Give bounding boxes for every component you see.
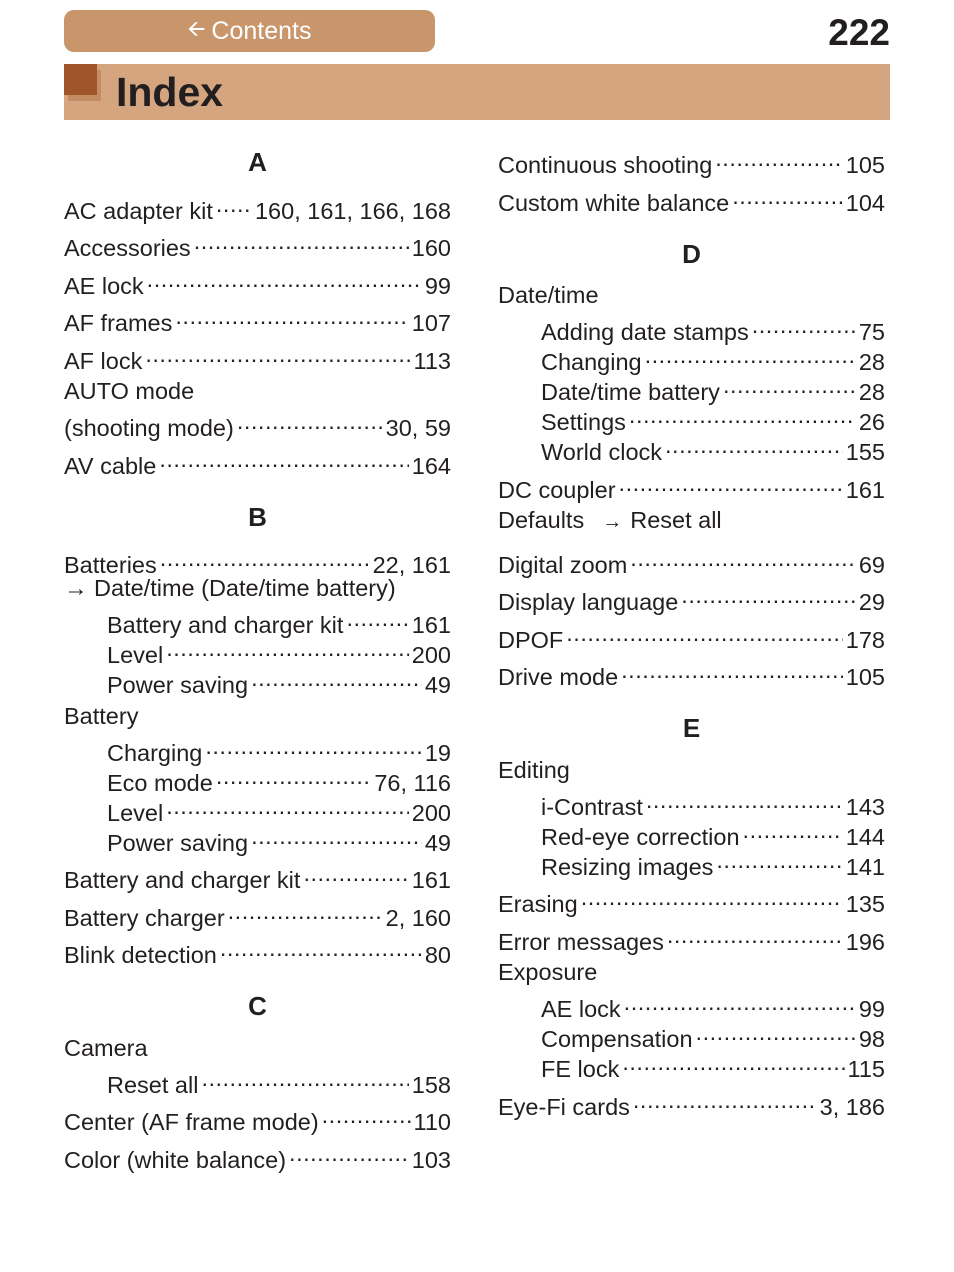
page-reference[interactable]: 80 (424, 942, 451, 968)
index-entry (64, 444, 451, 479)
index-entry (498, 543, 885, 578)
page-reference[interactable]: 143 (845, 793, 885, 820)
dot-leader (175, 301, 408, 331)
dot-leader (624, 987, 856, 1017)
section-heading: A (248, 147, 267, 177)
index-entry (64, 1100, 451, 1135)
index-term: DC coupler (498, 476, 616, 503)
index-entry (64, 1138, 451, 1173)
page-number: 222 (828, 12, 890, 53)
index-term: Defaults (498, 507, 585, 533)
index-term: Level (107, 799, 164, 826)
index-term: Digital zoom (498, 551, 628, 578)
dot-leader (629, 400, 856, 430)
page-reference[interactable]: 22, 161 (372, 552, 451, 578)
index-term: Red-eye correction (541, 823, 740, 850)
index-term: World clock (541, 439, 663, 465)
page-reference[interactable]: 200 (411, 799, 451, 826)
index-term: Drive mode (498, 664, 619, 690)
dot-leader (216, 761, 372, 791)
dot-leader (646, 785, 843, 815)
index-entry (64, 406, 451, 441)
index-term: Power saving (107, 829, 249, 856)
dot-leader (289, 1138, 409, 1168)
index-entry (498, 920, 885, 955)
page-reference[interactable]: 28 (858, 379, 885, 405)
index-term: Charging (107, 739, 203, 766)
page-reference[interactable]: 104 (845, 189, 885, 216)
dot-leader (581, 882, 843, 912)
arrow-left-icon: 🡨 (187, 16, 206, 41)
index-term: Settings (541, 409, 626, 435)
index-term: Date/time battery (541, 379, 720, 405)
page-title: Index (116, 69, 224, 115)
index-entry (498, 618, 885, 653)
index-term: Resizing images (541, 853, 714, 880)
page-reference[interactable]: 135 (845, 891, 885, 917)
index-term: Camera (64, 1034, 148, 1061)
index-entry (498, 143, 885, 178)
index-entry (498, 280, 885, 310)
index-term: AV cable (64, 452, 157, 479)
index-entry (64, 339, 451, 374)
index-term: Continuous shooting (498, 152, 713, 178)
index-term: Reset all (107, 1071, 199, 1098)
contents-label: Contents (211, 16, 312, 45)
dot-leader (667, 920, 843, 950)
page-reference[interactable]: 99 (424, 272, 451, 299)
page-reference[interactable]: 105 (845, 152, 885, 178)
index-term: FE lock (541, 1056, 620, 1082)
page-reference[interactable]: 160 (411, 235, 451, 261)
index-term: Power saving (107, 672, 249, 698)
dot-leader (228, 896, 383, 926)
page-reference[interactable]: 178 (845, 626, 885, 653)
dot-leader (303, 858, 408, 888)
page-reference[interactable]: 19 (424, 739, 451, 766)
index-entry (498, 580, 885, 615)
dot-leader (194, 226, 409, 256)
index-entry (64, 1063, 451, 1098)
index-entry (64, 226, 451, 261)
dot-leader (145, 339, 410, 369)
index-term: Compensation (541, 1026, 693, 1052)
page-reference[interactable]: 113 (413, 347, 451, 374)
dot-leader (723, 370, 856, 400)
dot-leader (622, 1047, 844, 1077)
dot-leader (752, 310, 856, 340)
dot-leader (630, 543, 856, 573)
index-term: Accessories (64, 235, 191, 261)
page-reference[interactable]: 105 (845, 664, 885, 690)
page-reference[interactable]: 29 (858, 589, 885, 615)
arrow-right-icon: → (602, 511, 623, 533)
page-reference[interactable]: 141 (845, 853, 885, 880)
index-term: Blink detection (64, 942, 217, 968)
index-entry (498, 755, 885, 785)
index-term: Eco mode (107, 769, 213, 796)
index-entry (64, 543, 451, 578)
page-reference[interactable]: 161 (411, 612, 451, 638)
dot-leader (716, 845, 842, 875)
index-term: AE lock (541, 996, 621, 1022)
section-heading: C (248, 991, 267, 1021)
index-term: Battery and charger kit (64, 867, 301, 893)
index-entry (498, 785, 885, 820)
index-entry (64, 189, 451, 224)
dot-leader (696, 1017, 856, 1047)
index-term: Battery (64, 702, 139, 729)
dot-leader (645, 340, 856, 370)
dot-leader (251, 821, 422, 851)
page-reference[interactable]: 158 (411, 1071, 451, 1098)
dot-leader (566, 618, 843, 648)
index-entry (64, 573, 451, 603)
index-term: Color (white balance) (64, 1146, 287, 1173)
index-term: Eye-Fi cards (498, 1093, 630, 1120)
dot-leader (322, 1100, 411, 1130)
index-entry (64, 376, 451, 406)
index-term: DPOF (498, 626, 564, 653)
index-entry (498, 310, 885, 345)
index-entry (498, 957, 885, 987)
dot-leader (732, 181, 843, 211)
index-term: i-Contrast (541, 793, 643, 820)
page-reference[interactable]: 144 (845, 823, 885, 850)
index-entry (64, 701, 451, 731)
contents-button[interactable] (64, 10, 435, 52)
page-reference[interactable]: 110 (413, 1109, 451, 1135)
page-reference[interactable]: 3, 186 (819, 1093, 885, 1120)
page-reference[interactable]: 75 (858, 319, 885, 345)
section-heading: B (248, 501, 267, 532)
page-reference[interactable]: 115 (847, 1056, 885, 1082)
page-reference[interactable]: 161 (411, 867, 451, 893)
dot-leader (237, 406, 383, 436)
dot-leader (205, 731, 421, 761)
dot-leader (346, 603, 408, 633)
index-term: Custom white balance (498, 189, 730, 216)
page-reference[interactable]: 49 (424, 829, 451, 856)
index-term: Date/time (498, 282, 599, 308)
page-reference[interactable]: 155 (845, 439, 885, 465)
dot-leader (743, 815, 843, 845)
page-reference[interactable]: 69 (858, 551, 885, 578)
page-reference[interactable]: 98 (858, 1026, 885, 1052)
dot-leader (220, 933, 422, 963)
page-reference[interactable]: 103 (411, 1146, 451, 1173)
index-term: Center (AF frame mode) (64, 1109, 319, 1135)
page-reference[interactable]: 99 (858, 996, 885, 1022)
index-term: Error messages (498, 928, 664, 955)
section-heading: D (682, 238, 701, 269)
index-term: AC adapter kit (64, 197, 213, 224)
dot-leader (160, 543, 370, 573)
page-reference[interactable]: 30, 59 (385, 415, 451, 441)
index-entry (64, 264, 451, 299)
index-term: Batteries (64, 552, 157, 578)
index-term: Changing (541, 349, 642, 375)
page-reference[interactable]: 76, 116 (374, 769, 451, 796)
index-entry (498, 181, 885, 216)
page-reference[interactable]: 49 (424, 672, 451, 698)
page-reference[interactable]: 26 (858, 409, 885, 435)
index-entry (64, 896, 451, 931)
dot-leader (633, 1085, 817, 1115)
page-reference[interactable]: 164 (411, 452, 451, 479)
section-heading: E (682, 713, 701, 743)
dot-leader (201, 1063, 408, 1093)
index-term: Battery and charger kit (107, 612, 344, 638)
index-term: AF lock (64, 347, 143, 374)
index-entry (64, 1033, 451, 1063)
dot-leader (621, 655, 843, 685)
index-column-left (64, 143, 451, 1173)
dot-leader (216, 189, 252, 219)
dot-leader (715, 143, 843, 173)
index-term: Battery charger (64, 904, 225, 931)
index-term: Level (107, 642, 164, 668)
index-term: (shooting mode) (64, 415, 234, 441)
index-entry (498, 655, 885, 690)
index-term: Editing (498, 756, 570, 783)
dot-leader (166, 633, 409, 663)
dot-leader (166, 791, 409, 821)
page-reference[interactable]: 107 (411, 310, 451, 336)
index-term: Erasing (498, 891, 578, 917)
index-term: Display language (498, 589, 679, 615)
index-term: AE lock (64, 272, 144, 299)
page-reference[interactable]: 196 (845, 928, 885, 955)
page-reference[interactable]: 200 (411, 642, 451, 668)
index-entry (64, 731, 451, 766)
page-reference[interactable]: 160, 161, 166, 168 (254, 197, 451, 224)
index-column-right (498, 143, 885, 1120)
index-term: → Date/time (Date/time battery) (64, 575, 396, 601)
index-entry (498, 987, 885, 1022)
index-entry (498, 882, 885, 917)
index-term: AF frames (64, 310, 173, 336)
index-entry (64, 603, 451, 638)
index-entry (498, 1085, 885, 1120)
index-term: Adding date stamps (541, 319, 749, 345)
dot-leader (619, 468, 843, 498)
title-decoration-dark (64, 64, 97, 95)
index-term: AUTO mode (64, 378, 195, 404)
index-entry (64, 858, 451, 893)
index-entry (498, 468, 885, 503)
dot-leader (251, 663, 422, 693)
index-entry (64, 301, 451, 336)
page-reference[interactable]: 2, 160 (385, 904, 451, 931)
index-entry (64, 933, 451, 968)
index-entry (498, 505, 885, 535)
see-reference[interactable]: Reset all (630, 507, 722, 533)
dot-leader (665, 430, 843, 460)
dot-leader (147, 264, 422, 294)
page-reference[interactable]: 161 (845, 476, 885, 503)
index-term: Exposure (498, 959, 598, 985)
dot-leader (159, 444, 408, 474)
dot-leader (681, 580, 856, 610)
page-reference[interactable]: 28 (858, 349, 885, 375)
